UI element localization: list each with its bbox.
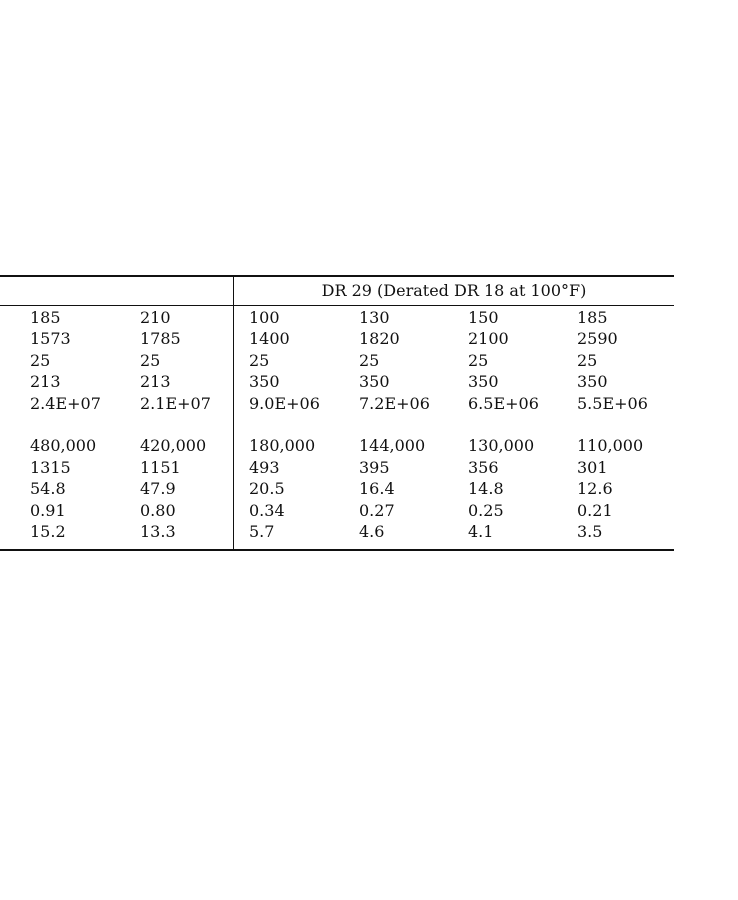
table-top-rule [0, 275, 674, 277]
table-cell: 1400 [249, 329, 290, 348]
table-cell: 1573 [30, 329, 71, 348]
data-table [0, 275, 674, 551]
table-cell: 12.6 [577, 479, 613, 498]
table-cell: 213 [30, 372, 61, 391]
table-cell: 350 [577, 372, 608, 391]
table-cell: 6.5E+06 [468, 394, 539, 413]
table-cell: 210 [140, 308, 171, 327]
table-cell: 185 [30, 308, 61, 327]
table-cell: 356 [468, 458, 499, 477]
table-cell: 1315 [30, 458, 71, 477]
table-cell: 180,000 [249, 436, 316, 455]
table-cell: 130,000 [468, 436, 535, 455]
table-cell: 0.21 [577, 501, 613, 520]
table-cell: 25 [249, 351, 270, 370]
table-cell: 100 [249, 308, 280, 327]
header-right-rule [234, 305, 674, 306]
table-cell: 110,000 [577, 436, 644, 455]
table-cell: 350 [249, 372, 280, 391]
table-cell: 7.2E+06 [359, 394, 430, 413]
header-left-rule [0, 305, 234, 306]
table-cell: 2590 [577, 329, 618, 348]
table-cell: 0.25 [468, 501, 504, 520]
table-bottom-rule [0, 549, 674, 551]
table-cell: 144,000 [359, 436, 426, 455]
table-cell: 0.34 [249, 501, 285, 520]
table-cell: 185 [577, 308, 608, 327]
table-cell: 15.2 [30, 522, 66, 541]
column-divider [233, 275, 234, 550]
table-cell: 350 [468, 372, 499, 391]
table-cell: 0.80 [140, 501, 176, 520]
table-cell: 47.9 [140, 479, 176, 498]
table-cell: 1785 [140, 329, 181, 348]
table-cell: 301 [577, 458, 608, 477]
table-cell: 2.4E+07 [30, 394, 101, 413]
group-header: DR 29 (Derated DR 18 at 100°F) [321, 281, 587, 300]
table-cell: 1820 [359, 329, 400, 348]
table-cell: 420,000 [140, 436, 207, 455]
table-cell: 395 [359, 458, 390, 477]
table-cell: 16.4 [359, 479, 395, 498]
table-cell: 5.5E+06 [577, 394, 648, 413]
table-cell: 0.27 [359, 501, 395, 520]
table-cell: 350 [359, 372, 390, 391]
table-cell: 4.6 [359, 522, 385, 541]
table-cell: 25 [359, 351, 380, 370]
table-cell: 25 [140, 351, 161, 370]
table-cell: 9.0E+06 [249, 394, 320, 413]
table-cell: 54.8 [30, 479, 66, 498]
table-cell: 5.7 [249, 522, 275, 541]
table-cell: 130 [359, 308, 390, 327]
table-cell: 2.1E+07 [140, 394, 211, 413]
table-cell: 480,000 [30, 436, 97, 455]
table-cell: 150 [468, 308, 499, 327]
table-cell: 20.5 [249, 479, 285, 498]
table-cell: 14.8 [468, 479, 504, 498]
table-cell: 25 [30, 351, 51, 370]
table-cell: 2100 [468, 329, 509, 348]
table-cell: 4.1 [468, 522, 494, 541]
table-cell: 3.5 [577, 522, 603, 541]
table-cell: 213 [140, 372, 171, 391]
table-cell: 25 [577, 351, 598, 370]
table-cell: 0.91 [30, 501, 66, 520]
table-cell: 493 [249, 458, 280, 477]
table-cell: 13.3 [140, 522, 176, 541]
table-cell: 1151 [140, 458, 181, 477]
table-cell: 25 [468, 351, 489, 370]
